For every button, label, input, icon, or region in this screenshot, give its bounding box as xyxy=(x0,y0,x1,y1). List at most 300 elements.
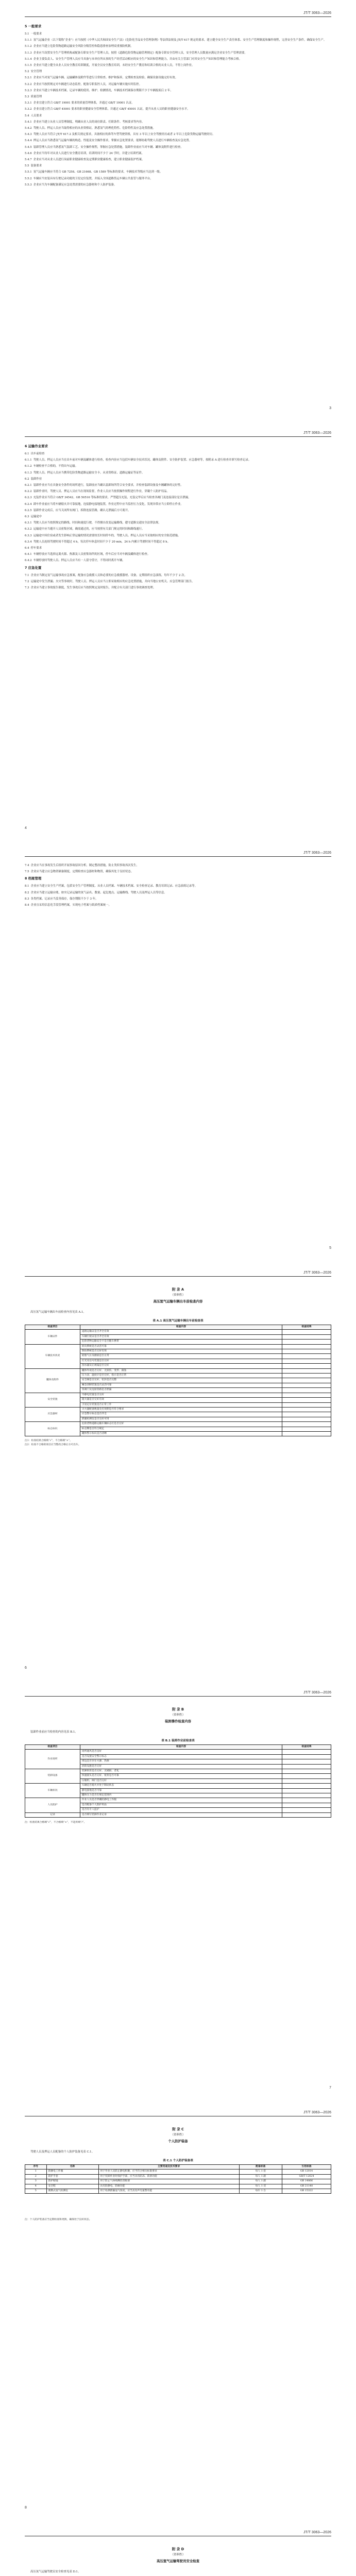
clause-paragraph xyxy=(25,552,331,557)
appendix-label: 附 录 A xyxy=(172,1287,184,1292)
header-code: JT/T 3063—2026 xyxy=(303,2111,331,2114)
document-page xyxy=(0,421,356,839)
clause-text: 质量管理 xyxy=(30,95,42,98)
clause-paragraph xyxy=(25,51,331,56)
clause-text: 装备要求 xyxy=(30,164,42,168)
clause-number: 5.4.2 xyxy=(25,127,32,130)
clause-number: 5.1.5 xyxy=(25,64,32,67)
result-cell[interactable] xyxy=(282,1407,331,1412)
clause-number: 5.3 xyxy=(25,95,29,98)
result-cell[interactable] xyxy=(282,1778,331,1783)
result-cell[interactable] xyxy=(282,1334,331,1339)
appendix-intro: 装卸作业前应当检查的内容见表 B.1。 xyxy=(30,1731,78,1734)
clause-number: 5.4.7 xyxy=(25,158,32,161)
appendix-label: 附 录 B xyxy=(172,1707,184,1711)
clause-paragraph xyxy=(25,897,331,902)
group-cell: 车辆状况 xyxy=(25,1784,80,1798)
group-cell: 罐体及附件 xyxy=(25,1368,80,1393)
clause-paragraph xyxy=(25,534,331,538)
clause-number: 6.3.1 xyxy=(25,521,32,525)
table-row xyxy=(25,1769,331,1774)
clause-text: 运输途中发生泄漏、火灾等事故时，驾驶人员、押运人员应当立即采取相应的应急处置措施，并向当地公安机关、应急管理部门报告。 xyxy=(30,580,195,583)
ppe-table xyxy=(25,2164,331,2194)
clause-text: 企业应当建立应急物资储备制度，定期检查应急器材和物资，确保其处于良好状态。 xyxy=(30,870,134,874)
table-cell: 每人 1 双 xyxy=(239,2184,282,2189)
clause-paragraph xyxy=(25,509,331,513)
clause-paragraph xyxy=(25,464,331,469)
table-cell: 3 xyxy=(25,2179,47,2184)
result-cell[interactable] xyxy=(282,1759,331,1764)
clause-number: 5.2.1 xyxy=(25,76,32,80)
clause-text: 驾驶人员、押运人员应当在出车前对车辆及罐体进行检查，检查内容应当包括车辆安全技术状况、罐体及附件、安全防护装置、应急器材等，按附录 A 进行检查并填写检查记录。 xyxy=(33,459,251,462)
clause-number: 6.3 xyxy=(25,515,29,518)
appendix-name: 高压氢气运输驾驶员安全检查 xyxy=(156,2559,200,2563)
content-cell: 压缩机、阀门是否完好 xyxy=(80,1778,282,1783)
header-rule xyxy=(25,856,331,857)
clause-text: 驾驶人员连续驾驶时间不得超过 4 h，每次停车休息时间不少于 20 min，24 h 内累计驾驶时间不得超过 8 h。 xyxy=(33,540,170,544)
result-cell[interactable] xyxy=(282,1417,331,1421)
clause-text: 一般要求 xyxy=(30,32,42,36)
group-cell: 安全装置 xyxy=(25,1393,80,1407)
clause-number: 6.2.4 xyxy=(25,502,32,506)
clause-paragraph xyxy=(25,177,331,181)
table-cell: 每人 1 套 xyxy=(239,2170,282,2174)
clause-text: 企业应当建立安全生产档案，包括安全生产管理制度、从业人员档案、车辆技术档案、安全检查记录、教育培训记录、应急演练记录等。 xyxy=(30,885,198,888)
appendix-kind: （资料性） xyxy=(171,1294,185,1297)
table-header-cell: 检查内容 xyxy=(80,1325,282,1330)
table-cell: GB 14866 xyxy=(282,2179,331,2184)
table-row xyxy=(25,1422,331,1427)
clause-paragraph xyxy=(25,540,331,545)
clause-text: 企业应当每年对从业人员进行安全教育培训，培训时间不少于 24 学时，并建立培训档案。 xyxy=(33,151,144,155)
clause-number: 5.5.1 xyxy=(25,171,32,174)
result-cell[interactable] xyxy=(282,1354,331,1359)
document-page xyxy=(0,1681,356,2098)
table-row xyxy=(25,1330,331,1334)
clause-text: 人员要求 xyxy=(30,114,42,117)
check-table xyxy=(25,1325,331,1436)
result-cell[interactable] xyxy=(282,1412,331,1417)
header-code: JT/T 3063—2026 xyxy=(303,11,331,15)
clause-number: 5.4.5 xyxy=(25,145,32,149)
table-row xyxy=(25,1750,331,1754)
clause-number: 5.3.1 xyxy=(25,101,32,105)
document-page xyxy=(0,2520,356,2576)
clause-number: 7.5 xyxy=(25,870,29,874)
appendix-intro: 高压氢气运输车辆出车前检查内容见表 A.1。 xyxy=(30,1311,86,1314)
content-cell: 轮胎气压及磨损是否正常 xyxy=(80,1354,282,1359)
clause-number: 6.1.1 xyxy=(25,459,32,462)
table-header-cell: 检查结果 xyxy=(282,1745,331,1750)
clause-text: 驾驶人员、押运人员应当携带危险货物道路运输安全卡、从业资格证、道路运输证等证件。 xyxy=(33,471,145,474)
result-cell[interactable] xyxy=(282,1378,331,1383)
clause-text: 运输途中因住宿或者发生影响正常运输的情况需要较长时间停车的，驾驶人员、押运人员应当采取相应的安全防范措施。 xyxy=(33,534,181,537)
content-cell: 是否有专人监护 xyxy=(80,1808,282,1812)
clause-text: 运输途中 xyxy=(30,515,42,518)
document-page xyxy=(0,2100,356,2518)
result-cell[interactable] xyxy=(282,1427,331,1431)
clause-text: 氢气运输车辆应当符合 GB 7258、GB 21668、GB 1589 等标准的要求，车辆技术等级应当达到一级。 xyxy=(33,171,163,174)
table-note: 注2：检查不合格的项目应当整改合格后方可出车。 xyxy=(25,1443,81,1446)
clause-paragraph xyxy=(25,458,331,463)
document-page xyxy=(0,1,356,419)
result-cell[interactable] xyxy=(282,1431,331,1436)
content-cell: 是否填写装卸作业记录 xyxy=(80,1812,282,1817)
clause-paragraph xyxy=(25,452,331,456)
clause-paragraph xyxy=(25,139,331,143)
page-number: 5 xyxy=(329,1246,331,1250)
result-cell[interactable] xyxy=(282,1803,331,1807)
result-cell[interactable] xyxy=(282,1788,331,1793)
content-cell: 导静电装置是否完好 xyxy=(80,1393,282,1397)
result-cell[interactable] xyxy=(282,1774,331,1778)
clause-number: 5.1.3 xyxy=(25,51,32,55)
clause-text: 氢气运输企业（以下简称“企业”）应当按照《中华人民共和国安全生产法》《危险化学品安全管理条例》等法律法规及 JT/T 617 规定的要求，建立健全安全生产责任体系、安全生产管理制度和操作规程，完善安全生产条件，确保安全生产。 xyxy=(33,39,327,42)
table-cell: 每人 1 副 xyxy=(239,2174,282,2179)
clause-paragraph xyxy=(25,164,331,168)
clause-number: 6.1.3 xyxy=(25,471,32,474)
result-cell[interactable] xyxy=(282,1374,331,1378)
clause-text: 车辆应当安装具有行驶记录功能的卫星定位装置，并接入全国道路货运车辆公共监管与服务平台。 xyxy=(33,177,153,180)
clause-text: 装卸管理人员应当熟悉氢气装卸工艺、安全操作规程，掌握应急处置措施，装卸作业前应当对车辆、罐体及附件进行检查。 xyxy=(33,145,183,149)
table-title: 表 A.1 高压氢气运输车辆出车前检查表 xyxy=(152,1319,204,1323)
clause-paragraph xyxy=(25,101,331,106)
table-row xyxy=(25,1812,331,1817)
result-cell[interactable] xyxy=(282,1398,331,1402)
clause-text: 装卸作业时，驾驶人员、押运人员应当在现场监督，作业人员应当按照操作规程进行作业，穿戴个人防护用品。 xyxy=(33,490,169,494)
table-cell: GB 12014 xyxy=(282,2170,331,2174)
clause-text: 企业应当按照规定对车辆进行动态监控，配备专职监控人员，对运输车辆实施实时监控。 xyxy=(33,82,142,86)
appendix-name: 高压氢气运输车辆出车前检查内容 xyxy=(153,1299,203,1303)
clause-text: 押运人员应当熟悉氢气运输车辆的构造、性能及安全操作要求，掌握应急处置要求，能够协助驾驶人员进行车辆检查及应急处置。 xyxy=(33,139,192,143)
clause-number: 6.4 xyxy=(25,547,29,550)
content-cell: 道路运输证是否齐全有效 xyxy=(80,1330,282,1334)
table-row xyxy=(25,1407,331,1412)
content-cell: 灯光及信号装置是否完好 xyxy=(80,1359,282,1363)
group-cell: 记录 xyxy=(25,1812,80,1817)
clause-number: 5.5.2 xyxy=(25,177,32,180)
content-cell: 刮水器及后视镜是否完好 xyxy=(80,1364,282,1368)
clause-text: 企业主要负责人、安全生产管理人员应当具备与本单位所从事的生产经营活动相应的安全生产知识和管理能力，并由有关主管部门对其安全生产知识和管理能力考核合格。 xyxy=(33,57,242,61)
clause-text: 企业宜建立符合 GB/T 19001 要求的质量管理体系，并通过 GB/T 19001 认证。 xyxy=(33,101,134,105)
clause-text: 企业应当建立事故报告制度，发生事故后应当按照规定及时报告，并配合有关部门进行事故调查处理。 xyxy=(30,586,156,589)
content-cell: 是否配备个人防护用品 xyxy=(80,1803,282,1807)
content-cell: 罐体压力是否在规定范围内 xyxy=(80,1793,282,1798)
table-cell: 每车 1 台 xyxy=(239,2189,282,2194)
page-number: 3 xyxy=(329,406,331,410)
clause-text: 车辆检查不合格的，不得出车运输。 xyxy=(33,465,78,468)
result-cell[interactable] xyxy=(282,1422,331,1427)
table-cell: GB 15322 xyxy=(282,2189,331,2194)
clause-number: 6.2.5 xyxy=(25,509,32,512)
clause-text: 充装作业应当符合 GB/T 34542、GB 50516 等标准的要求，严禁超压充装，充装完毕后应当检查各阀门及连接部位是否泄漏。 xyxy=(33,496,191,500)
result-cell[interactable] xyxy=(282,1359,331,1363)
header-rule xyxy=(25,1276,331,1277)
clause-paragraph xyxy=(25,38,331,43)
table-cell: 2 xyxy=(25,2174,47,2179)
header-rule xyxy=(25,16,331,17)
page-number: 7 xyxy=(329,2086,331,2090)
clause-number: 7.2 xyxy=(25,580,29,583)
content-cell: 转向系统是否灵活可靠 xyxy=(80,1344,282,1349)
clause-paragraph xyxy=(25,558,331,563)
result-cell[interactable] xyxy=(282,1364,331,1368)
clause-number: 5.1.1 xyxy=(25,39,32,42)
table-cell: 4 xyxy=(25,2184,47,2189)
clause-number: 8.2 xyxy=(25,891,29,894)
result-cell[interactable] xyxy=(282,1784,331,1788)
table-cell: 用于防止气体喷溅伤害眼部 xyxy=(98,2179,239,2184)
result-cell[interactable] xyxy=(282,1330,331,1334)
clause-number: 7.3 xyxy=(25,586,29,589)
clause-paragraph xyxy=(25,471,331,476)
clause-paragraph xyxy=(25,527,331,532)
table-header-cell: 序号 xyxy=(25,2165,47,2170)
clause-number: 8.3 xyxy=(25,897,29,901)
content-cell: 是否设置安全警示标志 xyxy=(80,1754,282,1759)
clause-paragraph xyxy=(25,546,331,551)
content-cell: 罐体警示标识是否清晰 xyxy=(80,1431,282,1436)
clause-paragraph xyxy=(25,57,331,62)
table-row xyxy=(25,2174,331,2179)
content-cell: 各阀门及连接管路是否泄漏 xyxy=(80,1388,282,1393)
table-header-cell: 检查项目 xyxy=(25,1745,80,1750)
table-note: 注：个人防护装备应当定期检查和更换，确保处于良好状态。 xyxy=(25,2218,92,2221)
header-rule xyxy=(25,1696,331,1697)
clause-text: 企业应当建立运输台账，如实记录运输的氢气品名、数量、起讫地点、运输路线、驾驶人员及押运人员等信息。 xyxy=(30,891,167,894)
content-cell: 消防设施是否完好 xyxy=(80,1764,282,1769)
clause-paragraph xyxy=(25,183,331,188)
clause-number: 6.3.3 xyxy=(25,534,32,537)
content-cell: 应急警示标志是否齐全 xyxy=(80,1412,282,1417)
group-cell: 标志标识 xyxy=(25,1422,80,1436)
clause-text: 企业应当对从业人员进行岗前职业健康检查及定期职业健康检查，建立职业健康监护档案。 xyxy=(33,158,145,161)
clause-text: 停车要求 xyxy=(30,547,42,550)
clause-number: 6.2 xyxy=(25,477,29,481)
content-cell: 作业人员是否穿戴防静电工作服 xyxy=(80,1798,282,1803)
clause-text: 出车前检查 xyxy=(30,452,45,455)
clause-number: 7.1 xyxy=(25,573,29,577)
content-cell: 灭火器配备数量及有效期是否符合要求 xyxy=(80,1407,282,1412)
clause-number: 5.2.2 xyxy=(25,82,32,86)
clause-text: 驾驶人员应当符合 JT/T 617.2 及相关规定要求，具备相应的准驾车型驾驶资格，具有 3 年以上安全驾驶经历或者 2 年以上危险货物运输驾驶经历。 xyxy=(33,133,215,137)
clause-paragraph xyxy=(25,107,331,112)
content-cell: 场所通风是否良好 xyxy=(80,1750,282,1754)
clause-paragraph xyxy=(25,76,331,80)
content-cell: 泄漏检测仪是否完好可用 xyxy=(80,1417,282,1421)
clause-text: 车辆停放时驾驶人员、押运人员应当有一人留守值守，不得同时离开车辆。 xyxy=(33,559,125,563)
clause-paragraph xyxy=(25,580,331,584)
result-cell[interactable] xyxy=(282,1349,331,1354)
table-row xyxy=(25,1344,331,1349)
clause-text: 企业应当建立从业人员管理制度，明确从业人员的岗位职责、任职条件、考核要求等内容。 xyxy=(33,120,145,124)
result-cell[interactable] xyxy=(282,1402,331,1407)
content-cell: 制动系统是否完好有效 xyxy=(80,1349,282,1354)
clause-paragraph xyxy=(25,891,331,895)
result-cell[interactable] xyxy=(282,1812,331,1817)
table-cell: 防护眼镜 xyxy=(46,2179,98,2184)
clause-paragraph xyxy=(25,89,331,93)
result-cell[interactable] xyxy=(282,1344,331,1349)
table-cell: 防护手套 xyxy=(46,2174,98,2179)
group-cell: 作业场所 xyxy=(25,1750,80,1769)
clause-text: 企业应当设置安全生产管理机构或配备专职安全生产管理人员，按照《道路危险货物运输管理规定》配备专职安全管理人员，安全管理人员数量应满足企业安全生产管理需要。 xyxy=(33,51,247,55)
section-heading: 5 一般要求 xyxy=(25,24,42,28)
result-cell[interactable] xyxy=(282,1808,331,1812)
group-cell: 应急器材 xyxy=(25,1407,80,1421)
clause-paragraph xyxy=(25,32,331,37)
group-cell: 装卸设备 xyxy=(25,1769,80,1784)
clause-number: 5.2 xyxy=(25,70,29,74)
result-cell[interactable] xyxy=(282,1368,331,1373)
clause-text: 装卸作业应当在具备安全条件的场所进行，装卸前应当确认装卸场所符合安全要求，并检查装卸设备及车辆罐体的完好性。 xyxy=(33,484,183,487)
table-cell: 5 xyxy=(25,2189,47,2194)
content-cell: 装卸软管是否完好，无破损、老化 xyxy=(80,1769,282,1774)
content-cell: 标志牌是否符合规定 xyxy=(80,1427,282,1431)
clause-number: 5.4.1 xyxy=(25,120,32,124)
clause-text: 各类档案、记录应当妥善保存，保存期限不少于 3 年。 xyxy=(30,897,98,901)
clause-text: 企业应当建立危险货物道路运输安全风险分级管控和隐患排查治理双重预防机制。 xyxy=(33,45,133,48)
table-row xyxy=(25,2170,331,2174)
clause-text: 企业应当建立车辆技术档案，记录车辆的使用、维护、检测情况，车辆技术档案保存期限不少于车辆报废后 2 年。 xyxy=(33,89,173,92)
section-heading: 8 档案管理 xyxy=(25,876,42,881)
clause-number: 5.2.3 xyxy=(25,89,32,92)
document-page xyxy=(0,841,356,1259)
table-cell: 用于检测泄漏氢气浓度，应当具有声光报警功能 xyxy=(98,2189,239,2194)
result-cell[interactable] xyxy=(282,1388,331,1393)
table-cell: 每人 1 副 xyxy=(239,2179,282,2184)
clause-paragraph xyxy=(25,502,331,507)
appendix-name: 个人防护装备 xyxy=(168,2139,188,2143)
clause-paragraph xyxy=(25,496,331,500)
clause-number: 5.5.3 xyxy=(25,183,32,187)
content-cell: 车辆行驶证是否齐全有效 xyxy=(80,1334,282,1339)
clause-text: 驾驶人员应当按照规定的路线、时间和速度行驶，不得擅自改变运输路线，遵守道路交通安全法律法规。 xyxy=(33,521,161,525)
clause-paragraph xyxy=(25,70,331,74)
table-header-cell: 名称 xyxy=(46,2165,98,2170)
appendix-kind: （资料性） xyxy=(171,2553,185,2556)
clause-paragraph xyxy=(25,170,331,175)
clause-paragraph xyxy=(25,44,331,49)
table-row xyxy=(25,1784,331,1788)
clause-text: 车辆停放应当选择远离火源、热源及人员密集场所的区域，停车后应当对车辆及罐体进行检查。 xyxy=(33,553,150,556)
table-header-row xyxy=(25,1325,331,1330)
clause-paragraph xyxy=(25,573,331,578)
table-row xyxy=(25,2179,331,2184)
clause-text: 企业应当建立健全从业人员安全教育培训制度，开展全员安全教育培训，未经安全生产教育和培训合格的从业人员，不得上岗作业。 xyxy=(33,64,195,67)
clause-paragraph xyxy=(25,483,331,488)
header-code: JT/T 3063—2026 xyxy=(303,851,331,855)
check-table xyxy=(25,1744,331,1818)
table-row xyxy=(25,2189,331,2194)
clause-paragraph xyxy=(25,82,331,87)
table-header-cell: 检查结果 xyxy=(282,1325,331,1330)
group-cell: 车辆证件 xyxy=(25,1330,80,1344)
result-cell[interactable] xyxy=(282,1764,331,1769)
clause-number: 5.4.4 xyxy=(25,139,32,143)
clause-paragraph xyxy=(25,132,331,137)
table-title: 表 C.1 个人防护装备表 xyxy=(163,2159,193,2162)
table-header-cell: 主要用途及技术要求 xyxy=(98,2165,239,2170)
appendix-kind: （资料性） xyxy=(171,2133,185,2137)
appendix-intro: 驾驶人员及押运人员配备的个人防护装备见表 C.1。 xyxy=(30,2150,94,2154)
content-cell: 快速接头是否完好，密封是否可靠 xyxy=(80,1774,282,1778)
content-cell: 压力表、温度计是否完好，指示是否正常 xyxy=(80,1374,282,1378)
clause-paragraph xyxy=(25,114,331,118)
appendix-label: 附 录 D xyxy=(172,2547,184,2551)
clause-text: 装卸作业 xyxy=(30,477,42,481)
clause-text: 运输途中应当避开人员密集区域，确需通过的，应当按照有关部门规定的时间和路线通行。 xyxy=(33,528,145,531)
result-cell[interactable] xyxy=(282,1769,331,1774)
clause-number: 6.2.3 xyxy=(25,496,32,500)
content-cell: 阻火器是否完好有效 xyxy=(80,1398,282,1402)
header-code: JT/T 3063—2026 xyxy=(303,431,331,435)
clause-paragraph xyxy=(25,884,331,889)
header-code: JT/T 3063—2026 xyxy=(303,2531,331,2534)
result-cell[interactable] xyxy=(282,1798,331,1803)
content-cell: 周边是否存在火源、热源 xyxy=(80,1759,282,1764)
result-cell[interactable] xyxy=(282,1750,331,1754)
table-row xyxy=(25,1798,331,1803)
section-heading: 6 运输作业要求 xyxy=(25,444,48,448)
clause-number: 8.4 xyxy=(25,904,29,907)
appendix-intro: 高压氢气运输驾驶员安全检查见表 D.1。 xyxy=(30,2570,81,2573)
clause-paragraph xyxy=(25,151,331,156)
content-cell: 车辆是否熄火并处于制动状态 xyxy=(80,1784,282,1788)
clause-paragraph xyxy=(25,586,331,590)
content-cell: 危险货物运输安全卡是否随车携带 xyxy=(80,1340,282,1344)
clause-text: 驾驶人员、押运人员应当取得相应的从业资格证，熟悉氢气的理化特性、危险特性及应急处置措施。 xyxy=(33,127,156,130)
clause-text: 企业应当在事故发生后组织开展事故原因分析，制定整改措施，防止类似事故再次发生。 xyxy=(30,864,139,867)
clause-number: 7.4 xyxy=(25,864,29,867)
header-code: JT/T 3063—2026 xyxy=(303,1271,331,1275)
result-cell[interactable] xyxy=(282,1383,331,1387)
table-note: 注：检查结果合格填“√”，不合格填“×”，不适用填“/”。 xyxy=(25,1821,87,1824)
appendix-name: 装卸操作检查内容 xyxy=(164,1719,192,1723)
table-header-row xyxy=(25,1745,331,1750)
table-note: 注1：检查结果合格填“√”，不合格填“×”。 xyxy=(25,1439,72,1442)
table-cell: 用于作业人员防止静电积聚，应当符合相关标准要求 xyxy=(98,2170,239,2174)
clause-text: 企业宜建立符合 GB/T 45001 要求的职业健康安全管理体系，并通过 GB/T 45001 认证，提升从业人员的职业健康安全水平。 xyxy=(33,108,190,111)
result-cell[interactable] xyxy=(282,1340,331,1344)
table-row xyxy=(25,1368,331,1373)
table-title: 表 B.1 装卸作业前检查表 xyxy=(161,1739,195,1742)
clause-number: 5.1.4 xyxy=(25,57,32,61)
result-cell[interactable] xyxy=(282,1393,331,1397)
appendix-kind: （资料性） xyxy=(171,1714,185,1717)
clause-text: 安全管理 xyxy=(30,70,42,74)
content-cell: 静电接地是否可靠 xyxy=(80,1788,282,1793)
appendix-label: 附 录 C xyxy=(172,2127,184,2131)
clause-number: 5.4.3 xyxy=(25,133,32,137)
result-cell[interactable] xyxy=(282,1793,331,1798)
clause-paragraph xyxy=(25,95,331,99)
group-cell: 车辆技术状况 xyxy=(25,1344,80,1368)
table-cell: 便携式氢气检测仪 xyxy=(46,2189,98,2194)
content-cell: 紧急切断装置是否灵活可靠 xyxy=(80,1383,282,1387)
clause-paragraph xyxy=(25,870,331,874)
table-cell: 安全鞋 xyxy=(46,2184,98,2189)
table-cell: 具有防静电、防砸功能 xyxy=(98,2184,239,2189)
table-header-cell: 配备标准 xyxy=(239,2165,282,2170)
clause-paragraph xyxy=(25,521,331,526)
clause-number: 5.4.6 xyxy=(25,151,32,155)
result-cell[interactable] xyxy=(282,1754,331,1759)
table-row xyxy=(25,1393,331,1397)
clause-paragraph xyxy=(25,120,331,125)
clause-paragraph xyxy=(25,515,331,519)
header-rule xyxy=(25,436,331,437)
